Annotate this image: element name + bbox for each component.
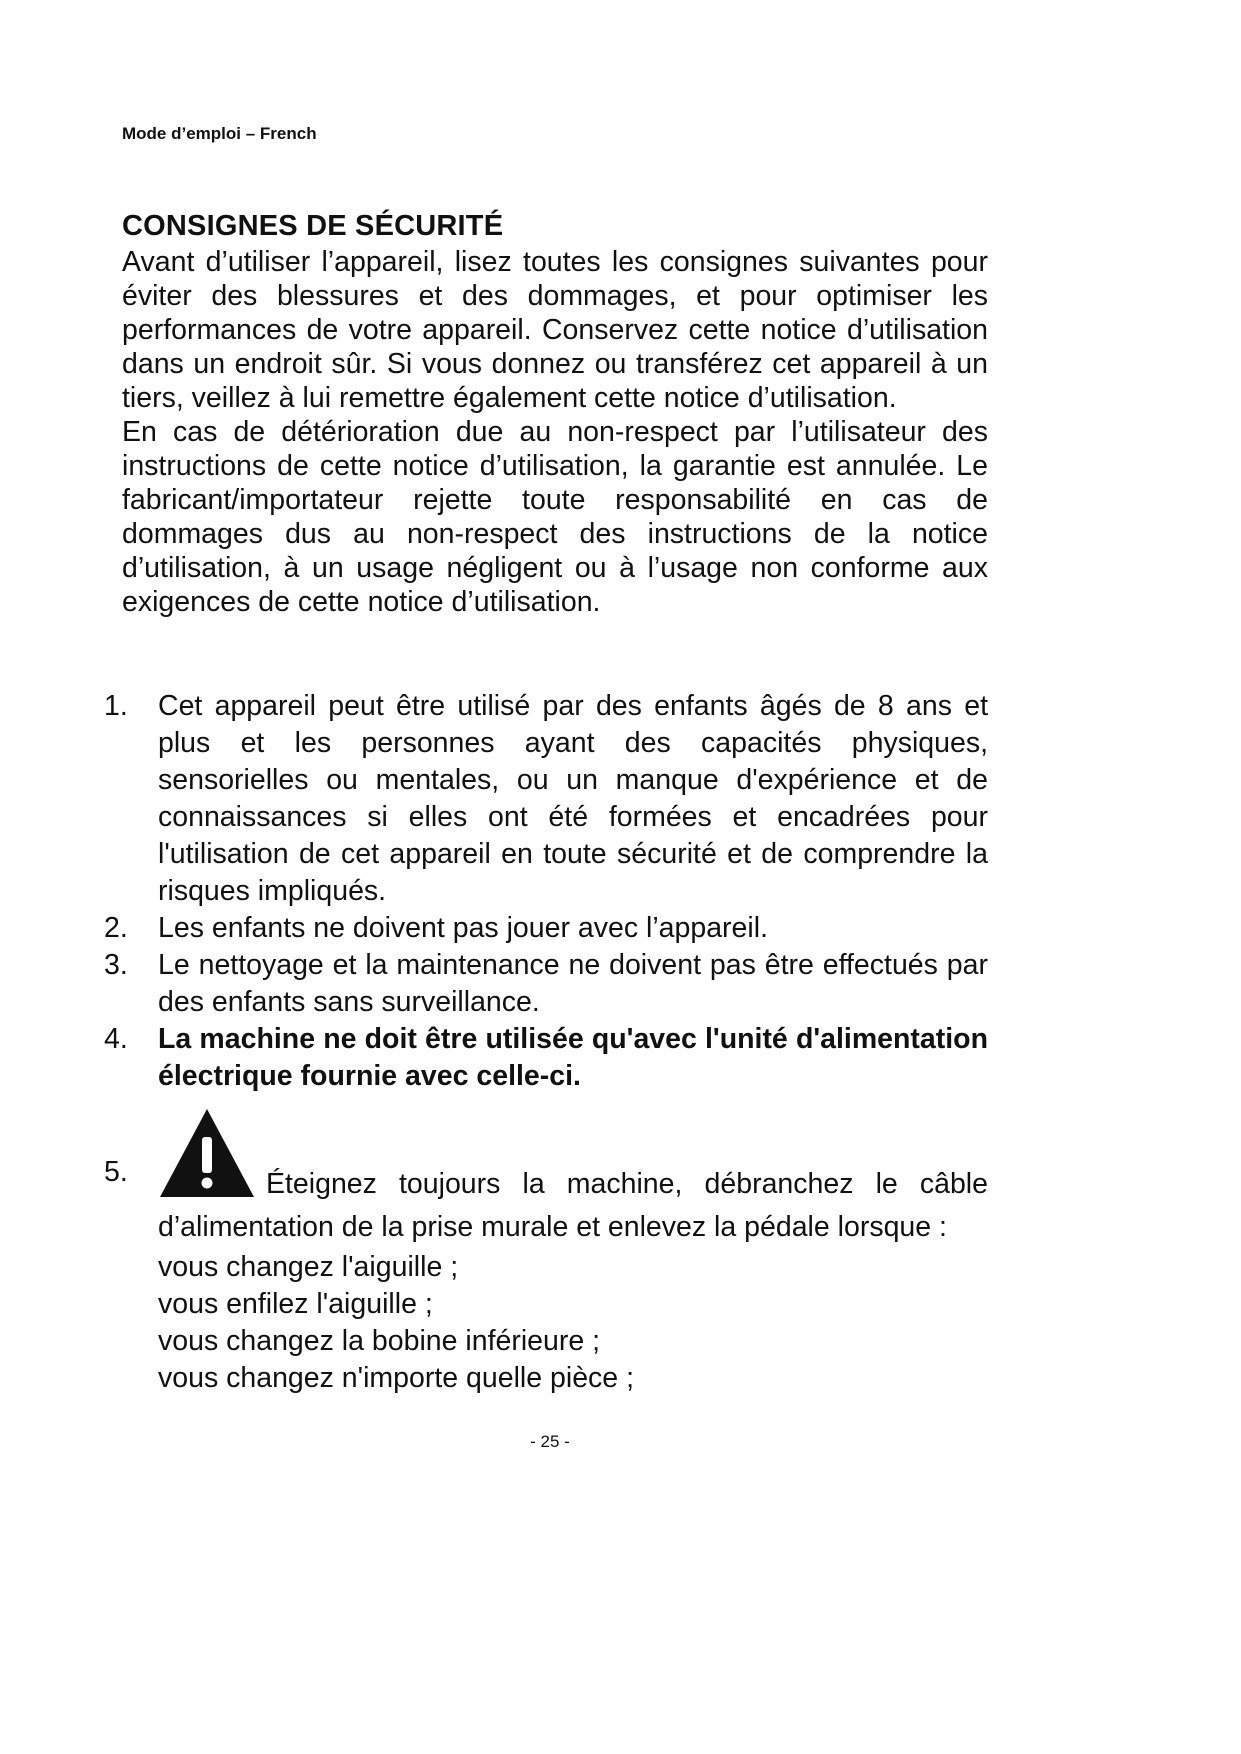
list-item-number: 3. <box>104 949 128 981</box>
page-number: - 25 - <box>530 1432 570 1451</box>
list-item-text: Les enfants ne doivent pas jouer avec l’appareil. <box>158 912 768 944</box>
intro-paragraph: Avant d’utiliser l’appareil, lisez toutes les consignes suivantes pour éviter des blessures et des dommages, et pour optimiser les performances de votre appareil. Conservez cette notice d’utilisation dans un endroit sûr. Si vous donnez ou transférez cet appareil à un tiers, veillez à lui remettre également cette notice d’utilisation. <box>122 246 988 414</box>
list-item <box>104 688 988 910</box>
manual-language-label: Mode d’emploi – French <box>122 124 317 143</box>
sub-list-item: vous changez la bobine inférieure ; <box>158 1325 601 1357</box>
sub-list-item: vous changez l'aiguille ; <box>158 1251 459 1283</box>
safety-list <box>104 688 988 1397</box>
warning-triangle-icon <box>158 1107 256 1199</box>
list-item <box>104 947 988 1021</box>
list-item-text: Cet appareil peut être utilisé par des enfants âgés de 8 ans et plus et les personnes ayant des capacités physiques, sensorielles ou mentales, ou un manque d'expérience et de connaissances si elles ont été formées et encadrées pour l'utilisation de cet appareil en toute sécurité et de comprendre la risques impliqués. <box>158 690 988 907</box>
list-item-number: 5. <box>104 1156 128 1188</box>
sub-list-item: vous enfilez l'aiguille ; <box>158 1288 433 1320</box>
warranty-paragraph: En cas de détérioration due au non-respect par l’utilisateur des instructions de cette notice d’utilisation, la garantie est annulée. Le fabricant/importateur rejette toute responsabilité en cas de dommages dus au non-respect des instructions de la notice d’utilisation, à un usage négligent ou à l’usage non conforme aux exigences de cette notice d’utilisation. <box>122 416 988 618</box>
list-item <box>104 910 988 947</box>
list-item-number: 4. <box>104 1023 128 1055</box>
list-item-bold <box>104 1021 988 1095</box>
list-item-text: La machine ne doit être utilisée qu'avec l'unité d'alimentation électrique fournie avec celle-ci. <box>158 1023 988 1092</box>
section-body <box>122 245 988 619</box>
list-item-warning <box>104 1107 988 1249</box>
list-item-text: Éteignez toujours la machine, débranchez le câble d’alimentation de la prise murale et enlevez la pédale lorsque : <box>158 1168 988 1243</box>
list-item-number: 1. <box>104 690 128 722</box>
sub-list-item: vous changez n'importe quelle pièce ; <box>158 1362 634 1394</box>
section-title: CONSIGNES DE SÉCURITÉ <box>122 210 504 242</box>
list-item-text: Le nettoyage et la maintenance ne doivent pas être effectués par des enfants sans surveillance. <box>158 949 988 1018</box>
list-item-number: 2. <box>104 912 128 944</box>
